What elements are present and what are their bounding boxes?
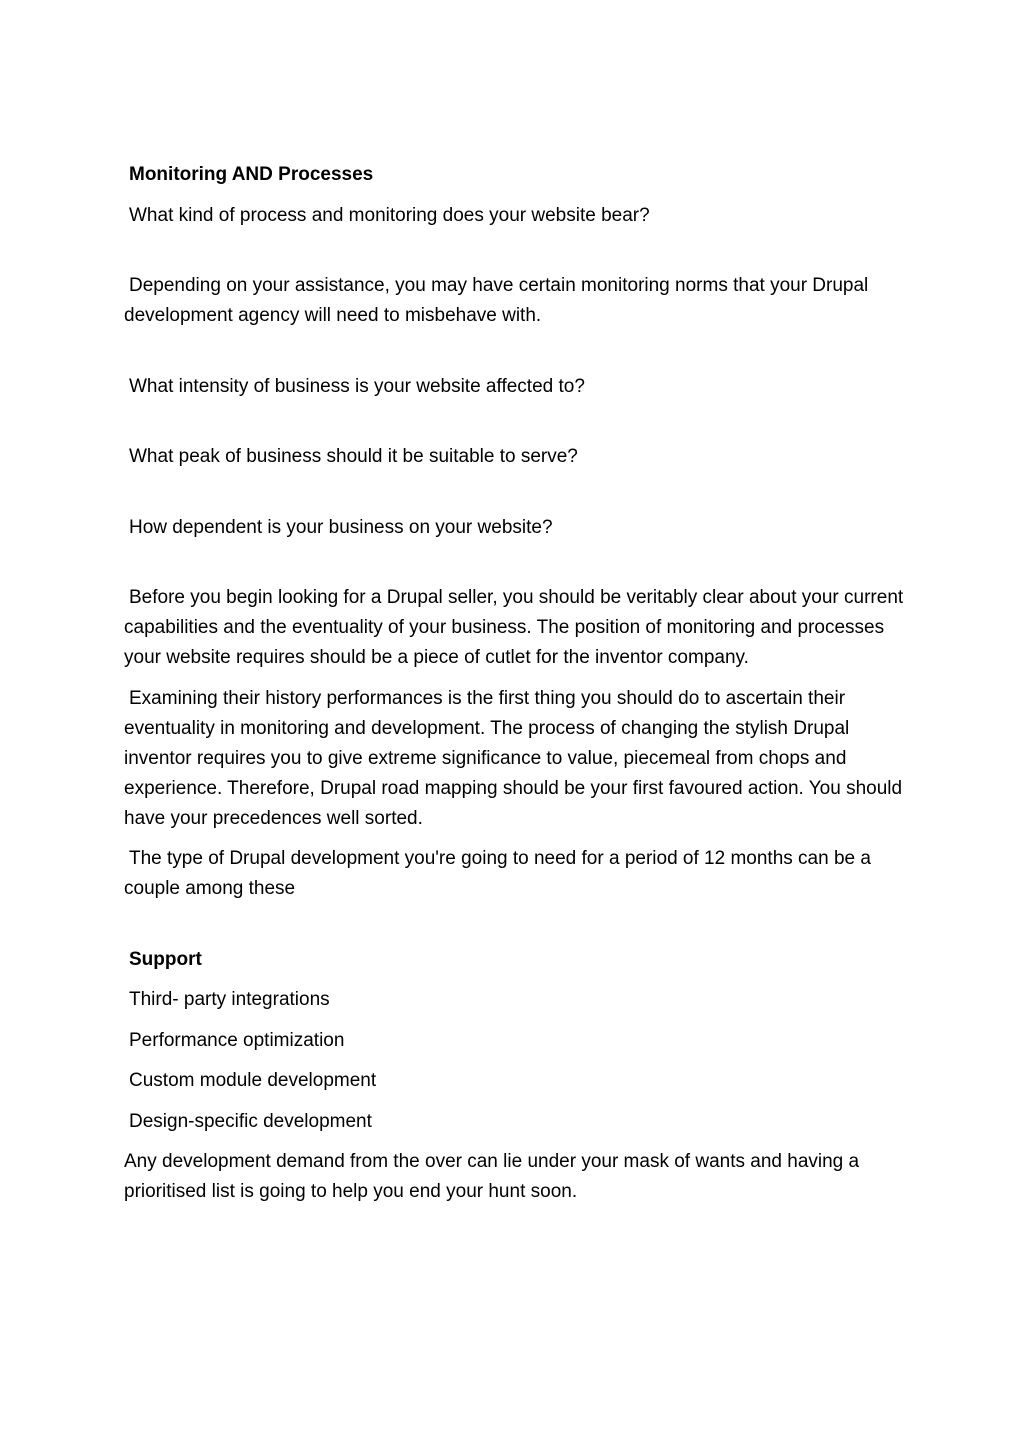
section-heading-monitoring: Monitoring AND Processes xyxy=(129,164,374,185)
question-peak: What peak of business should it be suitable to serve? xyxy=(129,446,578,467)
paragraph-depending xyxy=(124,271,914,331)
paragraph-any-development: Any development demand from the over can lie under your mask of wants and having a prioritised list is going to help you end your hunt soon. xyxy=(124,1151,860,1202)
list-item-performance: Performance optimization xyxy=(129,1029,345,1051)
paragraph-type: The type of Drupal development you're going to need for a period of 12 months can be a couple among these xyxy=(124,848,871,899)
question-dependent: How dependent is your business on your website? xyxy=(129,516,553,538)
paragraph-examining: Examining their history performances is the first thing you should do to ascertain their eventuality in monitoring and development. The process of changing the stylish Drupal inventor requires you to give extreme significance to value, piecemeal from chops and experience. Therefore, Drupal road mapping should be your first favoured action. You should have your precedences well sorted. xyxy=(124,687,903,829)
list-item-design-specific: Design-specific development xyxy=(129,1110,372,1132)
document-page xyxy=(124,160,914,1218)
paragraph-depending-text: Depending on your assistance, you may have certain monitoring norms that your Drupal development agency will need to misbehave with. xyxy=(124,275,869,326)
paragraph-before: Before you begin looking for a Drupal seller, you should be veritably clear about your current capabilities and the eventuality of your business. The position of monitoring and processes your website requires should be a piece of cutlet for the inventor company. xyxy=(124,587,904,668)
list-item-custom-module: Custom module development xyxy=(129,1070,377,1091)
list-item-third-party: Third- party integrations xyxy=(129,989,330,1010)
question-process-monitoring: What kind of process and monitoring does your website bear? xyxy=(129,204,650,226)
section-heading-support: Support xyxy=(129,948,202,970)
question-intensity: What intensity of business is your website affected to? xyxy=(129,375,585,397)
